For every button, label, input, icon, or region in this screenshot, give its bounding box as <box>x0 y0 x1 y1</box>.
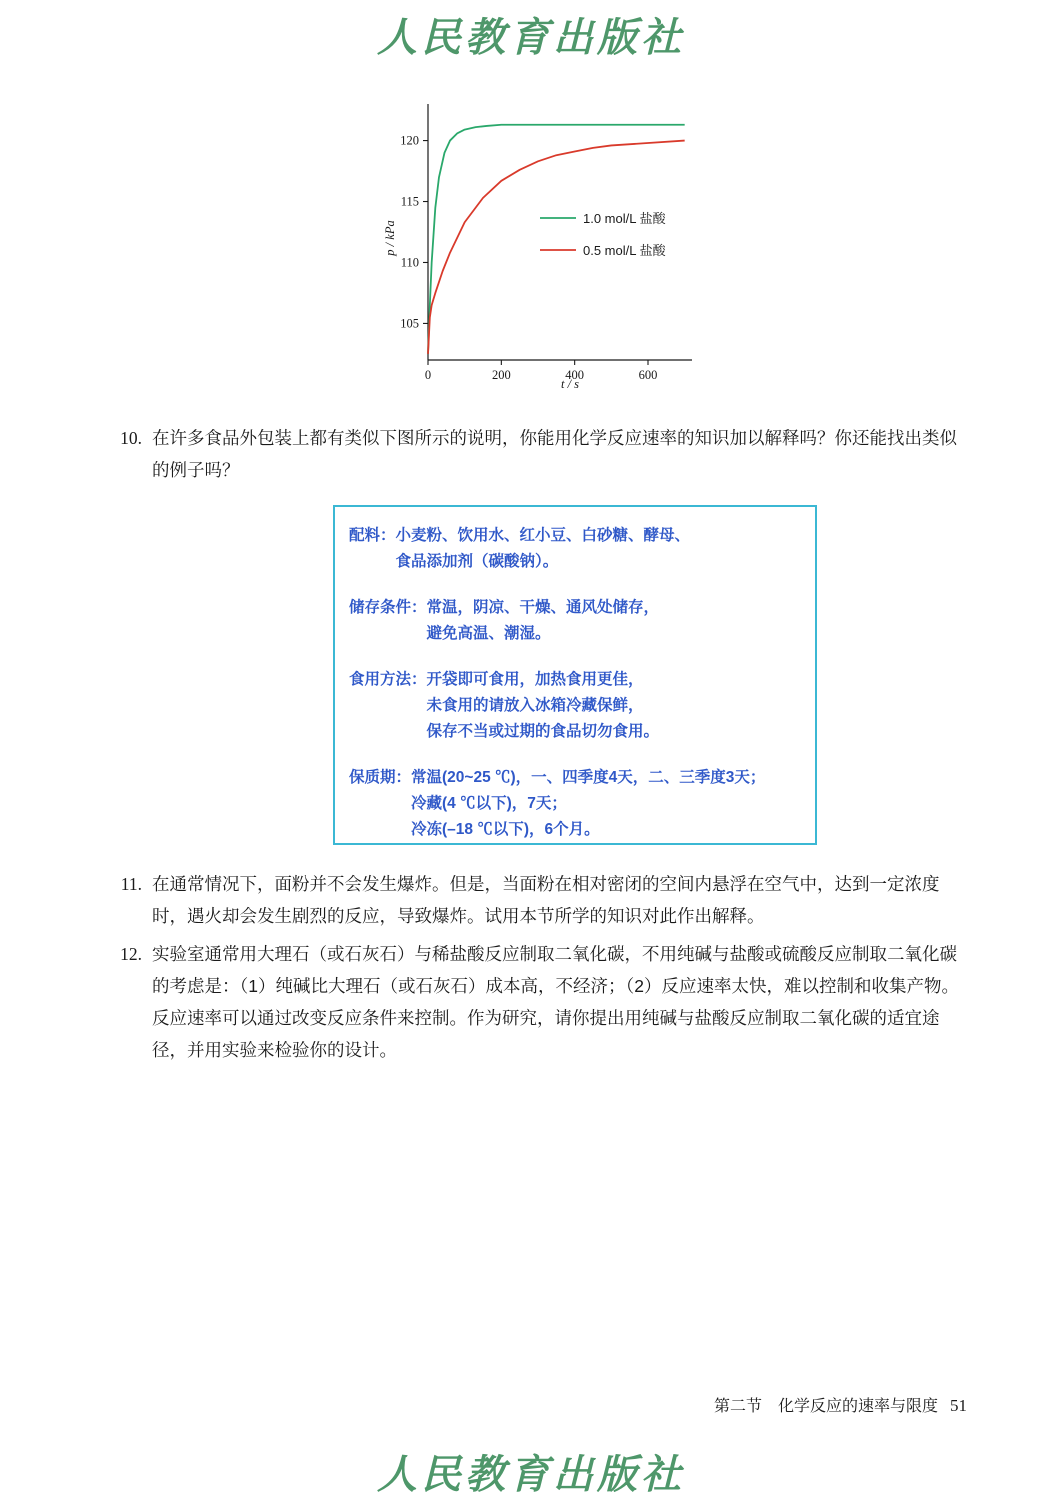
label-block <box>349 523 797 575</box>
label-line: 避免高温、潮湿。 <box>426 625 551 642</box>
question-12-text: 实验室通常用大理石（或石灰石）与稀盐酸反应制取二氧化碳，不用纯碱与盐酸或硫酸反应制取二氧化碳的考虑是：（1）纯碱比大理石（或石灰石）成本高，不经济；（2）反应速率太快，难以控制和收集产物。反应速率可以通过改变反应条件来控制。作为研究，请你提出用纯碱与盐酸反应制取二氧化碳的适宜途径，并用实验来检验你的设计。 <box>152 944 959 1060</box>
label-block-key: 保质期： <box>349 769 412 786</box>
label-block-key: 食用方法： <box>349 671 427 688</box>
label-line: 常温(20~25 ℃)，一、四季度4天，二、三季度3天； <box>411 769 766 786</box>
y-tick-label: 115 <box>400 194 419 209</box>
label-block <box>349 765 797 843</box>
footer-section-title: 第二节 化学反应的速率与限度 <box>713 1398 938 1415</box>
question-10-number: 10. <box>120 428 142 448</box>
y-tick-label: 105 <box>400 316 419 331</box>
y-tick-label: 120 <box>400 133 419 148</box>
series-line <box>428 125 685 354</box>
chart-series <box>428 125 685 354</box>
question-11 <box>108 868 968 932</box>
label-block-key: 配料： <box>349 527 396 544</box>
food-package-label-content <box>335 507 815 853</box>
label-line: 未食用的请放入冰箱冷藏保鲜， <box>426 697 644 714</box>
label-block-lines <box>427 667 660 745</box>
question-10 <box>108 422 968 486</box>
publisher-watermark-bottom: 人民教育出版社 <box>377 1452 685 1497</box>
publisher-watermark-top: 人民教育出版社 <box>377 15 685 60</box>
food-package-label-box <box>333 505 817 845</box>
x-axis-label: t / s <box>560 377 580 391</box>
label-line: 开袋即可食用，加热食用更佳， <box>426 671 644 688</box>
label-line: 食品添加剂（碳酸钠）。 <box>395 553 559 570</box>
label-block <box>349 595 797 647</box>
x-tick-label: 400 <box>565 368 585 382</box>
question-12-number: 12. <box>120 944 142 964</box>
label-line: 小麦粉、饮用水、红小豆、白砂糖、酵母、 <box>395 527 691 544</box>
y-axis-label: p / kPa <box>383 220 397 256</box>
chart-legend <box>540 211 667 258</box>
x-tick-label: 0 <box>424 368 432 382</box>
label-block-lines <box>411 765 765 843</box>
chart-svg <box>380 88 710 398</box>
question-11-text: 在通常情况下，面粉并不会发生爆炸。但是，当面粉在相对密闭的空间内悬浮在空气中，达到一定浓度时，遇火却会发生剧烈的反应，导致爆炸。试用本节所学的知识对此作出解释。 <box>152 874 940 926</box>
label-block-lines <box>396 523 691 575</box>
y-tick-label: 110 <box>400 255 419 270</box>
page-footer <box>0 1393 1062 1416</box>
legend-label-1: 1.0 mol/L 盐酸 <box>583 211 666 226</box>
x-tick-label: 200 <box>491 368 511 382</box>
legend-label-2: 0.5 mol/L 盐酸 <box>583 243 666 258</box>
x-tick-label: 600 <box>638 368 658 382</box>
label-line: 常温，阴凉、干燥、通风处储存， <box>426 599 660 616</box>
label-line: 冷藏(4 ℃以下)，7天； <box>411 795 567 812</box>
label-block <box>349 667 797 745</box>
footer-page-number: 51 <box>950 1396 967 1415</box>
label-block-lines <box>427 595 660 647</box>
question-12 <box>108 938 968 1066</box>
question-10-text: 在许多食品外包装上都有类似下图所示的说明，你能用化学反应速率的知识加以解释吗？你还能找出类似的例子吗？ <box>152 428 957 480</box>
pressure-time-chart <box>380 88 710 398</box>
label-line: 冷冻(–18 ℃以下)，6个月。 <box>411 821 600 838</box>
label-block-key: 储存条件： <box>349 599 427 616</box>
label-line: 保存不当或过期的食品切勿食用。 <box>426 723 660 740</box>
question-11-number: 11. <box>120 874 142 894</box>
